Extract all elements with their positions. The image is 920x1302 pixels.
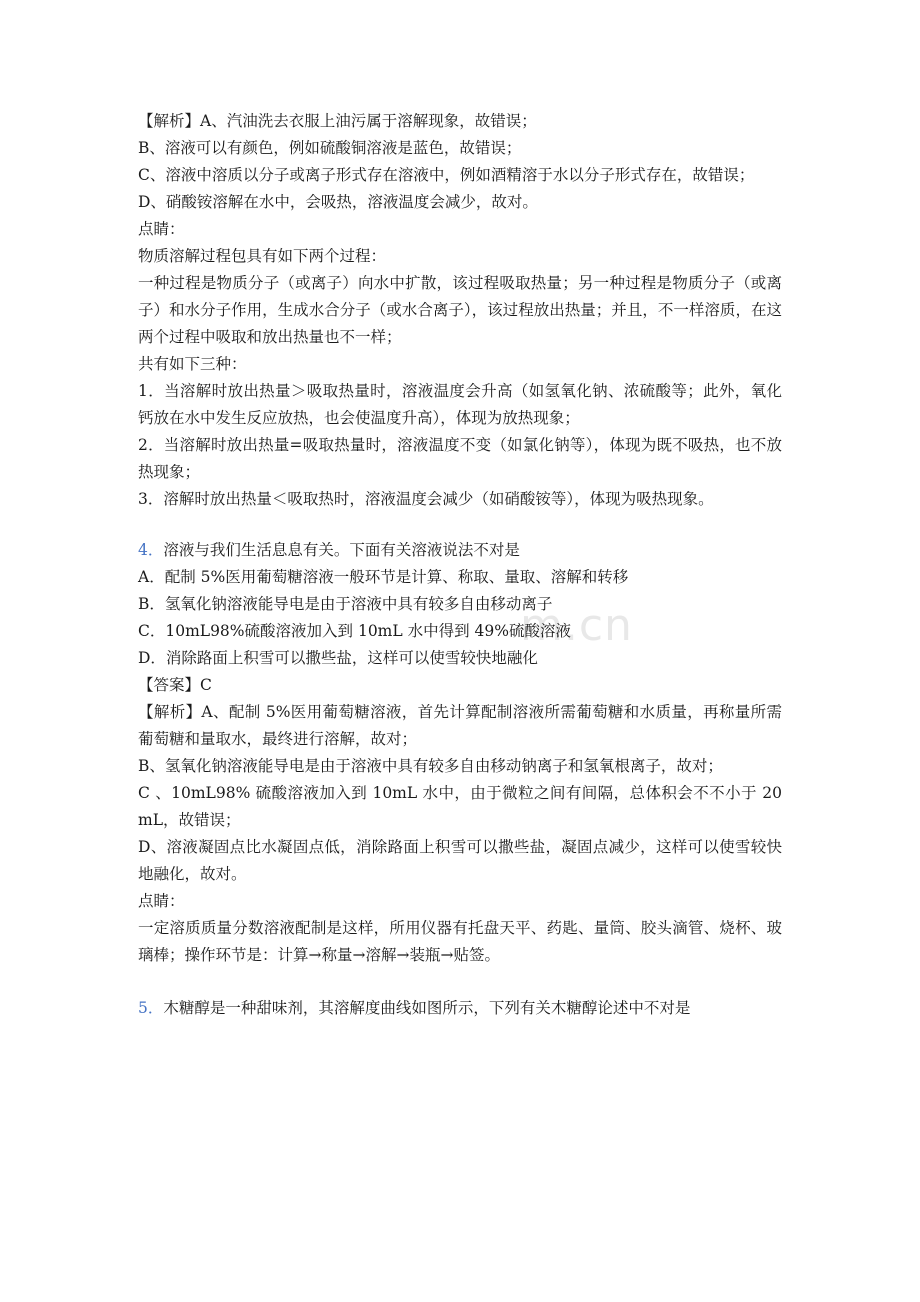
option-c: C．10mL98%硫酸溶液加入到 10mL 水中得到 49%硫酸溶液 <box>138 622 571 640</box>
spacer <box>138 969 782 993</box>
analysis-line: C 、10mL98% 硫酸溶液加入到 10mL 水中，由于微粒之间有间隔，总体积会不不小于 20mL，故错误； <box>138 784 782 829</box>
option-b: B．氢氧化钠溶液能导电是由于溶液中具有较多自由移动离子 <box>138 595 553 613</box>
tip-line: 共有如下三种： <box>138 355 247 373</box>
tip-heading: 点睛： <box>138 220 185 238</box>
question-4-stem <box>138 537 782 564</box>
tip-line: 一定溶质质量分数溶液配制是这样，所用仪器有托盘天平、药匙、量筒、胶头滴管、烧杯、玻璃棒；操作环节是：计算→称量→溶解→装瓶→贴签。 <box>138 919 782 964</box>
spacer <box>138 513 782 537</box>
option-a: A．配制 5%医用葡萄糖溶液一般环节是计算、称取、量取、溶解和转移 <box>138 568 629 586</box>
tip-heading: 点睛： <box>138 892 185 910</box>
tip-line: 物质溶解过程包具有如下两个过程： <box>138 247 387 265</box>
question-number: 4． <box>138 541 164 559</box>
question-text: 木糖醇是一种甜味剂，其溶解度曲线如图所示，下列有关木糖醇论述中不对是 <box>163 999 691 1017</box>
document-content <box>138 108 782 1022</box>
analysis-line: 【解析】A、汽油洗去衣服上油污属于溶解现象，故错误； <box>138 112 537 130</box>
question-5-stem <box>138 995 782 1022</box>
tip-line: 2．当溶解时放出热量=吸取热量时，溶液温度不变（如氯化钠等），体现为既不吸热，也不放热现象； <box>138 436 782 481</box>
analysis-line: B、溶液可以有颜色，例如硫酸铜溶液是蓝色，故错误； <box>138 139 522 157</box>
analysis-line: C、溶液中溶质以分子或离子形式存在溶液中，例如酒精溶于水以分子形式存在，故错误； <box>138 166 755 184</box>
analysis-line: 【解析】A、配制 5%医用葡萄糖溶液，首先计算配制溶液所需葡萄糖和水质量，再称量所需葡萄糖和量取水，最终进行溶解，故对； <box>138 703 782 748</box>
tip-line: 3．溶解时放出热量＜吸取热时，溶液温度会减少（如硝酸铵等），体现为吸热现象。 <box>138 490 714 508</box>
answer-line: 【答案】C <box>138 676 212 694</box>
question-number: 5． <box>138 999 164 1017</box>
analysis-line: B、氢氧化钠溶液能导电是由于溶液中具有较多自由移动钠离子和氢氧根离子，故对； <box>138 757 723 775</box>
watermark-text: m.cn <box>520 600 633 651</box>
question-text: 溶液与我们生活息息有关。下面有关溶液说法不对是 <box>163 541 520 559</box>
tip-line: 1．当溶解时放出热量＞吸取热量时，溶液温度会升高（如氢氧化钠、浓硫酸等；此外，氧化钙放在水中发生反应放热，也会使温度升高），体现为放热现象； <box>138 382 782 427</box>
analysis-line: D、溶液凝固点比水凝固点低，消除路面上积雪可以撒些盐，凝固点减少，这样可以使雪较快地融化，故对。 <box>138 838 782 883</box>
option-d: D．消除路面上积雪可以撒些盐，这样可以使雪较快地融化 <box>138 649 538 667</box>
analysis-line: D、硝酸铵溶解在水中，会吸热，溶液温度会减少，故对。 <box>138 193 538 211</box>
tip-line: 一种过程是物质分子（或离子）向水中扩散，该过程吸取热量；另一种过程是物质分子（或离子）和水分子作用，生成水合分子（或水合离子），该过程放出热量；并且，不一样溶质，在这两个过程中吸取和放出热量也不一样； <box>138 274 782 346</box>
